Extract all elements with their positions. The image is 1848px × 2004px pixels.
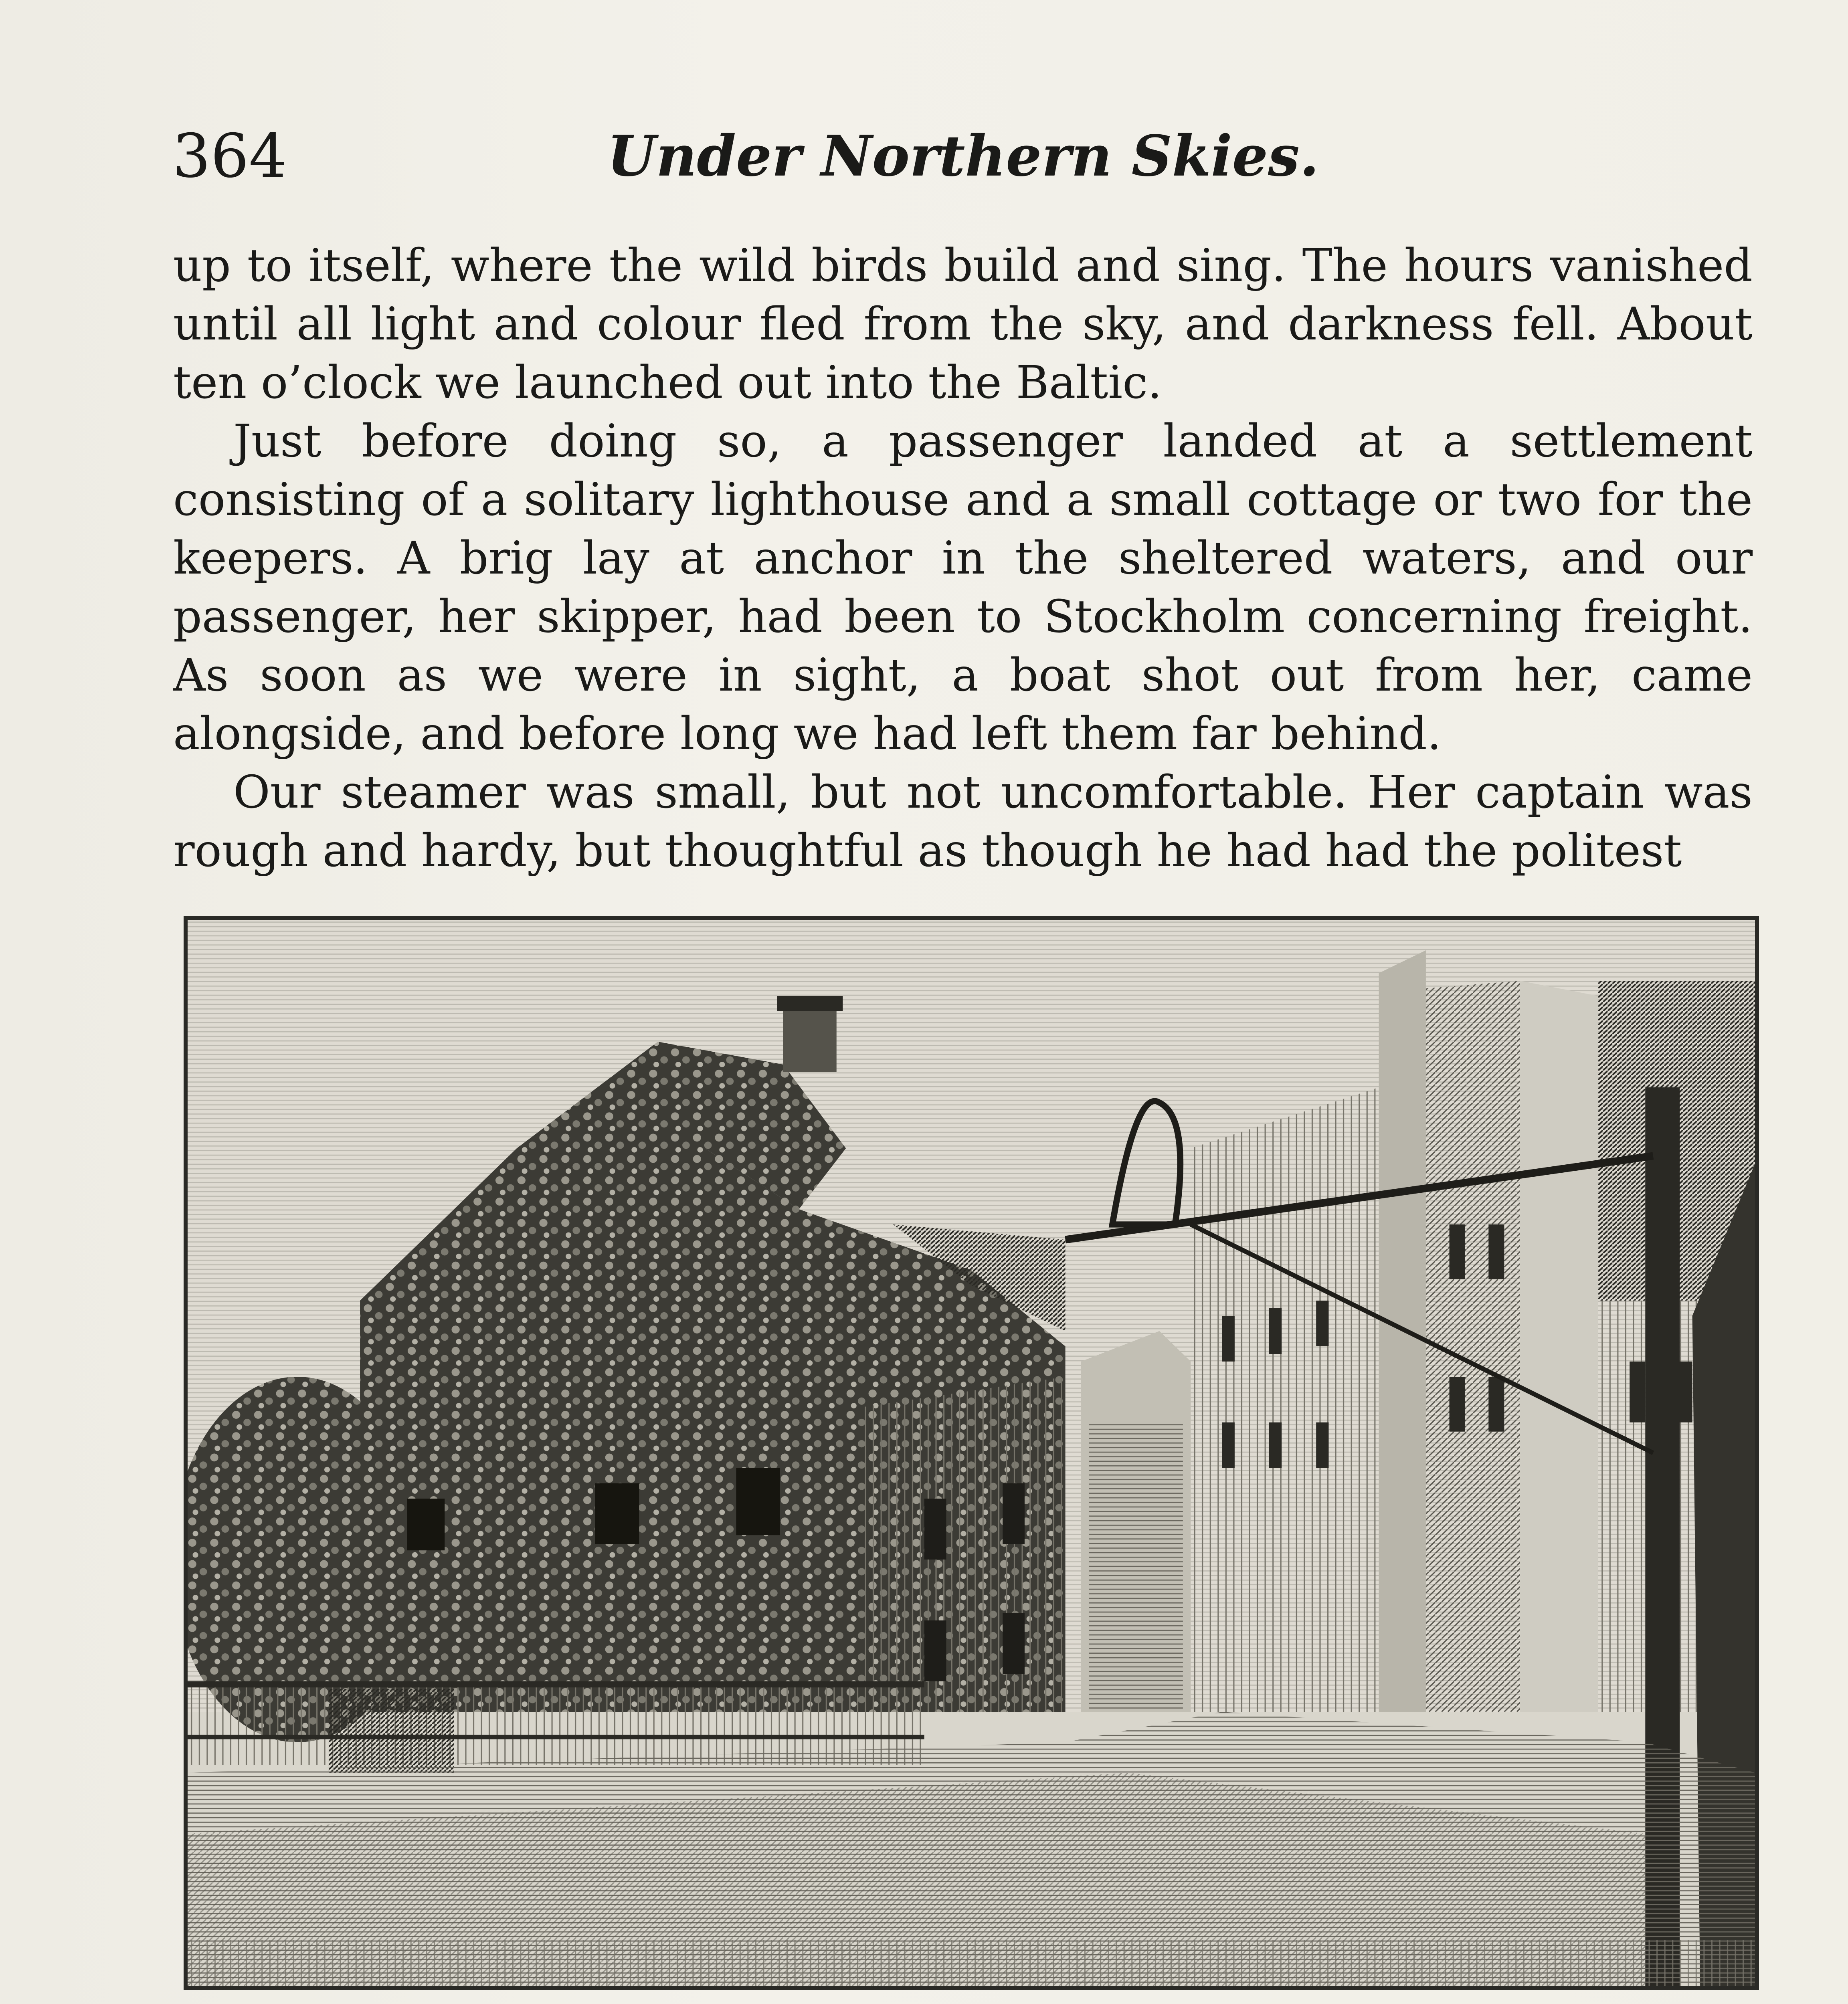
running-title: Under Northern Skies. (607, 123, 1319, 189)
paragraph: Just before doing so, a passenger landed at a settlement consisting of a solitary lighthouse and a small cottage or two for the keepers. A brig lay at anchor in the sheltered waters, and our passenger, her skipper, had been to Stockholm concerning freight. As soon as we were in sight, a boat shot out from her, came alongside, and before long we had left them far behind. (173, 415, 1753, 760)
wisby-illustration (184, 916, 1759, 1990)
paragraph: Our steamer was small, but not uncomfortable. Her captain was rough and hardy, but thoughtful as though he had had the politest (173, 766, 1753, 877)
paragraph: up to itself, where the wild birds build and sing. The hours vanished until all light and colour fled from the sky, and darkness fell. About ten o’clock we launched out into the Baltic. (173, 240, 1753, 409)
page-header (172, 116, 1754, 196)
body-text-top (173, 236, 1753, 880)
engraving-street-scene (188, 920, 1755, 1986)
page-number: 364 (172, 121, 287, 191)
